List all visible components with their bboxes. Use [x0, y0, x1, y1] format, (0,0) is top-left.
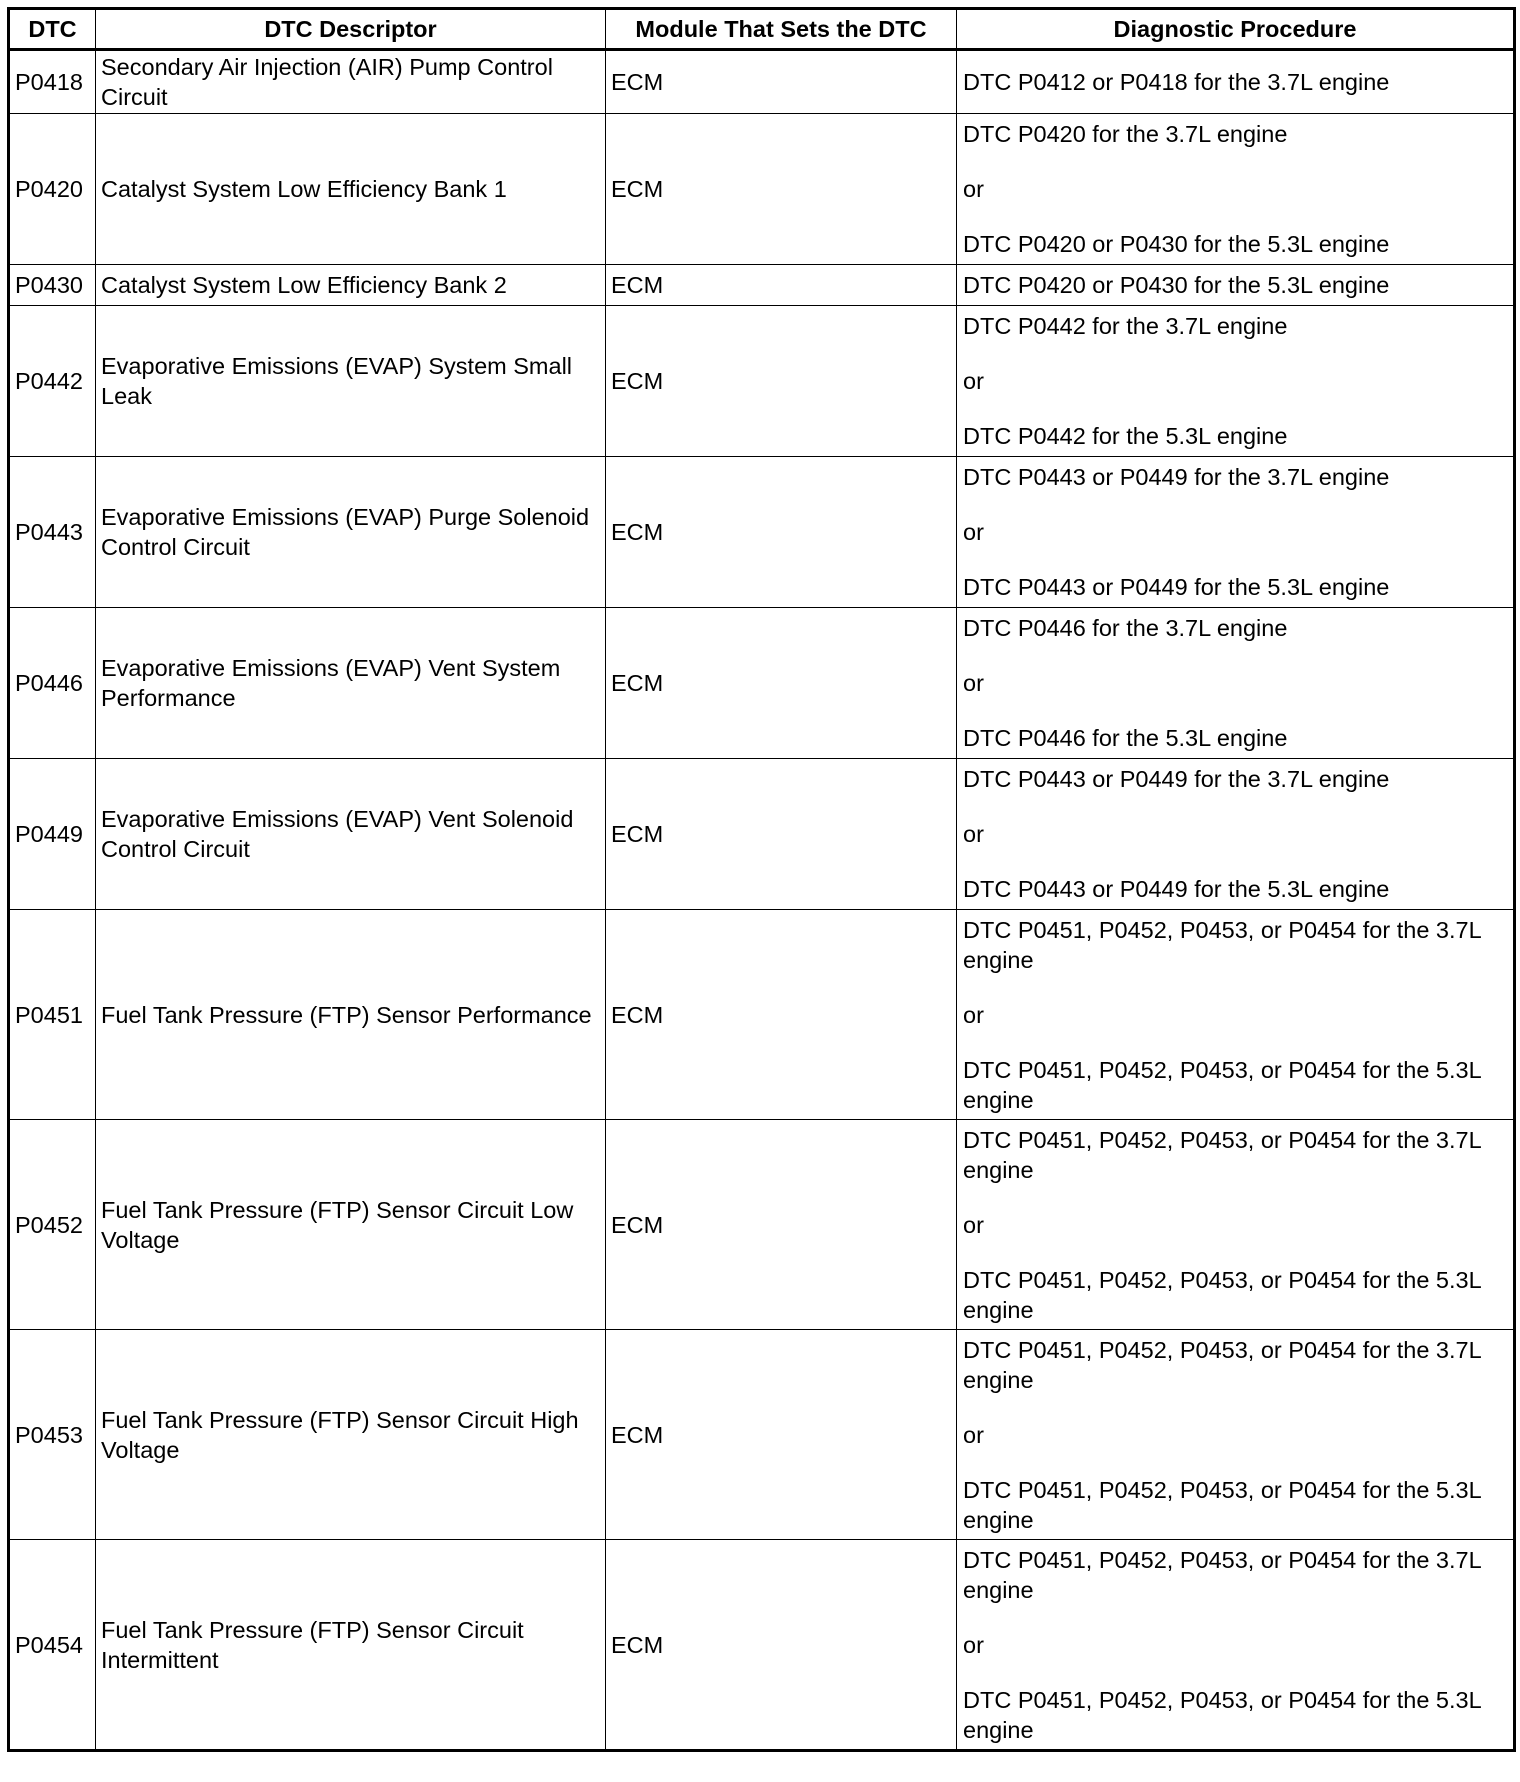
- table-row: [9, 1330, 1515, 1540]
- module: ECM: [606, 1120, 957, 1330]
- procedure-link-second[interactable]: DTC P0451, P0452, P0453, or P0454 for the 5.3L engine: [963, 1056, 1481, 1113]
- procedure-link-first[interactable]: DTC P0442 for the 3.7L engine: [963, 313, 1288, 339]
- procedure-link-first[interactable]: DTC P0443 or P0449 for the 3.7L engine: [963, 766, 1390, 792]
- procedure-link-first[interactable]: DTC P0451, P0452, P0453, or P0454 for the 3.7L engine: [963, 916, 1481, 973]
- dtc-code: P0451: [9, 910, 96, 1120]
- procedure-link-first[interactable]: DTC P0420 for the 3.7L engine: [963, 121, 1288, 147]
- procedure-link-first[interactable]: DTC P0446 for the 3.7L engine: [963, 615, 1288, 641]
- dtc-code: P0446: [9, 608, 96, 759]
- table-row: [9, 265, 1515, 306]
- module: ECM: [606, 608, 957, 759]
- table-row: [9, 910, 1515, 1120]
- procedure-link-first[interactable]: DTC P0451, P0452, P0453, or P0454 for the 3.7L engine: [963, 1336, 1481, 1393]
- table-row: [9, 457, 1515, 608]
- procedure-link-second[interactable]: DTC P0451, P0452, P0453, or P0454 for the 5.3L engine: [963, 1686, 1481, 1743]
- module: ECM: [606, 265, 957, 306]
- header-dtc: DTC: [9, 9, 96, 50]
- dtc-descriptor: Catalyst System Low Efficiency Bank 2: [96, 265, 606, 306]
- table-row: [9, 608, 1515, 759]
- procedure-link-first[interactable]: DTC P0451, P0452, P0453, or P0454 for the 3.7L engine: [963, 1546, 1481, 1603]
- procedure-link-second[interactable]: DTC P0443 or P0449 for the 5.3L engine: [963, 574, 1390, 600]
- dtc-code: P0442: [9, 306, 96, 457]
- diagnostic-procedure: [957, 759, 1515, 910]
- dtc-code: P0449: [9, 759, 96, 910]
- dtc-code: P0453: [9, 1330, 96, 1540]
- diagnostic-procedure: [957, 114, 1515, 265]
- procedure-or: or: [963, 1421, 984, 1448]
- dtc-code: P0443: [9, 457, 96, 608]
- procedure-link-second[interactable]: DTC P0443 or P0449 for the 5.3L engine: [963, 876, 1390, 902]
- diagnostic-procedure: [957, 457, 1515, 608]
- procedure-link-second[interactable]: DTC P0420 or P0430 for the 5.3L engine: [963, 231, 1390, 257]
- module: ECM: [606, 1540, 957, 1751]
- diagnostic-procedure: [957, 1540, 1515, 1751]
- module: ECM: [606, 114, 957, 265]
- module: ECM: [606, 1330, 957, 1540]
- diagnostic-procedure: [957, 50, 1515, 114]
- module: ECM: [606, 457, 957, 608]
- module: ECM: [606, 50, 957, 114]
- procedure-link-first[interactable]: DTC P0451, P0452, P0453, or P0454 for the 3.7L engine: [963, 1126, 1481, 1183]
- dtc-descriptor: Fuel Tank Pressure (FTP) Sensor Circuit Intermittent: [96, 1540, 606, 1751]
- dtc-code: P0420: [9, 114, 96, 265]
- dtc-code: P0418: [9, 50, 96, 114]
- procedure-link-first[interactable]: DTC P0443 or P0449 for the 3.7L engine: [963, 464, 1390, 490]
- header-procedure: Diagnostic Procedure: [957, 9, 1515, 50]
- diagnostic-procedure: [957, 265, 1515, 306]
- dtc-descriptor: Evaporative Emissions (EVAP) Purge Solenoid Control Circuit: [96, 457, 606, 608]
- dtc-code: P0454: [9, 1540, 96, 1751]
- procedure-link-second[interactable]: DTC P0442 for the 5.3L engine: [963, 423, 1288, 449]
- procedure-link[interactable]: DTC P0412 or P0418 for the 3.7L engine: [963, 69, 1390, 95]
- table-row: [9, 1120, 1515, 1330]
- dtc-descriptor: Evaporative Emissions (EVAP) System Small Leak: [96, 306, 606, 457]
- procedure-link[interactable]: DTC P0420 or P0430 for the 5.3L engine: [963, 272, 1390, 298]
- procedure-link-second[interactable]: DTC P0451, P0452, P0453, or P0454 for the 5.3L engine: [963, 1266, 1481, 1323]
- table-header-row: [9, 9, 1515, 50]
- table-row: [9, 759, 1515, 910]
- diagnostic-procedure: [957, 608, 1515, 759]
- dtc-descriptor: Fuel Tank Pressure (FTP) Sensor Performance: [96, 910, 606, 1120]
- dtc-descriptor: Evaporative Emissions (EVAP) Vent System Performance: [96, 608, 606, 759]
- procedure-link-second[interactable]: DTC P0446 for the 5.3L engine: [963, 725, 1288, 751]
- header-descriptor: DTC Descriptor: [96, 9, 606, 50]
- table-row: [9, 50, 1515, 114]
- table-row: [9, 306, 1515, 457]
- dtc-code: P0430: [9, 265, 96, 306]
- dtc-code: P0452: [9, 1120, 96, 1330]
- dtc-descriptor: Evaporative Emissions (EVAP) Vent Solenoid Control Circuit: [96, 759, 606, 910]
- module: ECM: [606, 910, 957, 1120]
- table-row: [9, 1540, 1515, 1751]
- module: ECM: [606, 306, 957, 457]
- diagnostic-procedure: [957, 1330, 1515, 1540]
- procedure-or: or: [963, 1211, 984, 1238]
- dtc-descriptor: Catalyst System Low Efficiency Bank 1: [96, 114, 606, 265]
- dtc-descriptor: Fuel Tank Pressure (FTP) Sensor Circuit Low Voltage: [96, 1120, 606, 1330]
- procedure-or: or: [963, 176, 984, 202]
- dtc-descriptor: Secondary Air Injection (AIR) Pump Control Circuit: [96, 50, 606, 114]
- header-module: Module That Sets the DTC: [606, 9, 957, 50]
- module: ECM: [606, 759, 957, 910]
- diagnostic-procedure: [957, 1120, 1515, 1330]
- diagnostic-procedure: [957, 910, 1515, 1120]
- procedure-or: or: [963, 670, 984, 696]
- diagnostic-procedure: [957, 306, 1515, 457]
- procedure-or: or: [963, 1631, 984, 1658]
- dtc-table-container: [7, 7, 1513, 1752]
- dtc-descriptor: Fuel Tank Pressure (FTP) Sensor Circuit High Voltage: [96, 1330, 606, 1540]
- procedure-or: or: [963, 821, 984, 847]
- procedure-or: or: [963, 1001, 984, 1028]
- procedure-or: or: [963, 368, 984, 394]
- table-row: [9, 114, 1515, 265]
- dtc-table: [7, 7, 1516, 1752]
- procedure-link-second[interactable]: DTC P0451, P0452, P0453, or P0454 for the 5.3L engine: [963, 1476, 1481, 1533]
- procedure-or: or: [963, 519, 984, 545]
